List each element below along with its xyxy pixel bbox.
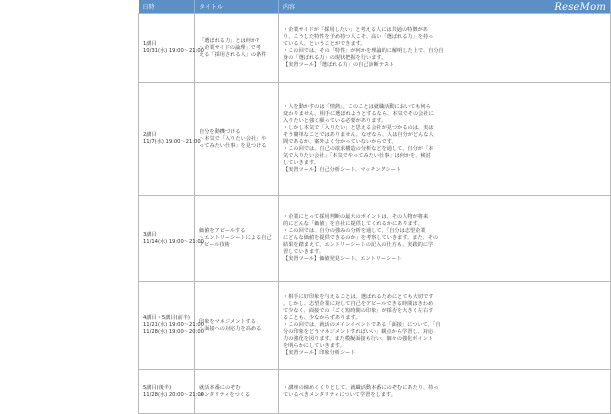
cell-content: [279, 14, 611, 83]
cell-content-line: ・この回では、自分の強みの分析を通して、「自分は志望企業: [283, 228, 426, 234]
cell-content-line: 分の印象をどうマネジメントすればいい」観点から学習し、対応: [283, 329, 434, 335]
cell-content-line: 【実習ツール】「選ばれる力」の自己診断テスト: [283, 62, 395, 68]
cell-content-line: ・しかし本気で「入りたい」と思える会社が見つかるのは、実は: [283, 125, 434, 131]
cell-date-line: 10/31(水) 19:00～21:00: [143, 48, 204, 54]
cell-title-line: ってみたい仕事」を見つける: [199, 142, 267, 149]
cell-content: [279, 282, 611, 370]
cell-content-line: ・企業サイドが「採用したい」と考える人には共通の特徴があ: [283, 27, 428, 33]
cell-content-line: ているべきメンタリティについて学習をします。: [283, 391, 396, 398]
header-date: 日時: [139, 0, 195, 14]
cell-content-line: ・この回では、その「特性」が何かを理論的に解明した上で、自分自: [283, 48, 444, 54]
cell-content-line: ・相手に好印象を与えることは、選ばれるためにとても大切です: [283, 294, 434, 300]
cell-content-line: 間であるか、案外よく分かっていないからです。: [283, 139, 397, 145]
table-row: [139, 14, 611, 83]
cell-content-line: ・この回では、自己の欲求構造の分析などを通して、自分が「本: [283, 146, 434, 152]
cell-title-line: ～面接への対応力を高める: [199, 325, 262, 332]
cell-title: [195, 14, 279, 83]
cell-title-line: 印象をマネジメントする: [199, 318, 256, 325]
cell-date-line: 3講目: [143, 231, 157, 238]
cell-content-line: 入りたいと強く願っている必要があります。: [283, 118, 387, 124]
cell-content-line: 結果を踏まえて、エントリーシートの記入の仕方も、実践的に学: [283, 242, 434, 248]
cell-content-line: 。しかし、志望企業に対して自己をアピールできる時間はきわめ: [283, 301, 434, 307]
cell-content-line: していきます。: [283, 160, 319, 166]
table-body: [139, 14, 611, 414]
cell-title-line: 価値をアピールする: [199, 228, 246, 234]
cell-content-line: 【実習ツール】印象分析シート: [283, 350, 356, 356]
cell-date-line: 11/7(水) 19:00～21:00: [143, 139, 201, 145]
cell-content-line: 的にどんな「価値」を自社に提供してくれるかにあります。: [283, 221, 423, 227]
cell-content-line: ている人、ということができます。: [283, 41, 366, 47]
cell-title-line: 自分を動機づける: [199, 128, 241, 135]
cell-title-line: 就活本番にのぞむ: [199, 384, 241, 391]
header-content: 内容: [279, 0, 611, 14]
cell-title: [195, 370, 279, 414]
cell-title: [195, 83, 279, 196]
cell-content-line: ・講座の締めくくりとして、就職活動本番にのぞむにあたり、持っ: [283, 384, 439, 391]
cell-date-line: 1講目: [143, 41, 157, 47]
header-title: タイトル: [195, 0, 279, 14]
cell-date-line: 11/21(水) 19:00～21:00: [143, 322, 204, 328]
table-row: [139, 282, 611, 370]
cell-date: [139, 282, 204, 370]
cell-content: [279, 196, 611, 282]
cell-date-line: 11/14(水) 19:00～21:00: [143, 238, 204, 245]
cell-title-line: える「採用される人」の条件: [199, 51, 267, 58]
cell-content-line: 変わりません。相手に選ばれようとするなら、本気でその会社に: [283, 111, 434, 117]
cell-title-line: ～企業サイドの論理」で考: [199, 44, 261, 51]
cell-content-line: ることも、少なからずあります。: [283, 315, 361, 321]
cell-content-line: 身の「選ばれる力」の現状把握を行います。: [283, 55, 387, 61]
table-row: [139, 196, 611, 282]
cell-content-line: 【実習ツール】価値発見シート、エントリーシート: [283, 256, 402, 262]
cell-date: [139, 14, 204, 83]
table-row: [139, 83, 611, 196]
cell-title-line: 「選ばれる力」とは何か?: [199, 37, 259, 44]
cell-content-line: 気で入りたい会社」「本気でやってみたい仕事」は何かを、検討: [283, 153, 431, 159]
cell-content-line: にどんな価値を提供できるのか」を考察していきます。また、その: [283, 235, 439, 241]
cell-content-line: を明らかにしていきます。: [283, 343, 345, 349]
header-row: [139, 0, 611, 14]
resemom-logo: ReseMom: [554, 2, 606, 13]
schedule-table: [138, 0, 611, 414]
cell-content: [279, 83, 611, 196]
table-row: [139, 370, 611, 414]
cell-content-line: 【実習ツール】自己分析シート、マッチングシート: [283, 167, 402, 173]
cell-content-line: り、こうした特性を予め持つ人こそ、高い「選ばれる力」を持っ: [283, 34, 434, 40]
cell-date: [139, 83, 201, 196]
cell-date-line: 4講目・5講目(前半): [143, 315, 190, 321]
cell-content-line: ・この回では、就活のメインイベントである「面接」について、「自: [283, 322, 441, 328]
cell-content-line: 力の強化を図ります。また模擬面接も行い、個々の強化ポイント: [283, 336, 434, 342]
cell-title-line: メンタリティをつくる: [199, 391, 251, 398]
cell-content-line: 習していきます。: [283, 249, 325, 255]
cell-content-line: そう簡単なことではありません。なぜなら、人は自分がどんな人: [283, 132, 434, 138]
cell-content-line: て少なく、面接での「ごく短時間の印象」が採否を大きく左右す: [283, 308, 434, 314]
cell-date-line: 11/28(水) 20:00～21:00: [143, 391, 204, 398]
cell-date-line: 2講目: [143, 132, 157, 138]
cell-date-line: 11/28(水) 19:00～20:00: [143, 329, 204, 335]
cell-content-line: ・企業にとって採用判断の最大のポイントは、その人物が将来: [283, 214, 429, 220]
cell-date-line: 5講目(後半): [143, 384, 172, 391]
cell-date: [139, 370, 204, 414]
cell-title: [195, 196, 279, 282]
cell-title-line: ～本気で「入りたい会社」や: [199, 135, 267, 142]
cell-title: [195, 282, 279, 370]
cell-content-line: ・人を動かすのは「情熱」。このことは就職活動においても何ら: [283, 104, 431, 110]
cell-title-line: ～エントリーシートによる自己: [199, 235, 272, 241]
cell-content: [279, 370, 611, 414]
cell-date: [139, 196, 204, 282]
cell-title-line: アピール技術: [199, 242, 230, 248]
